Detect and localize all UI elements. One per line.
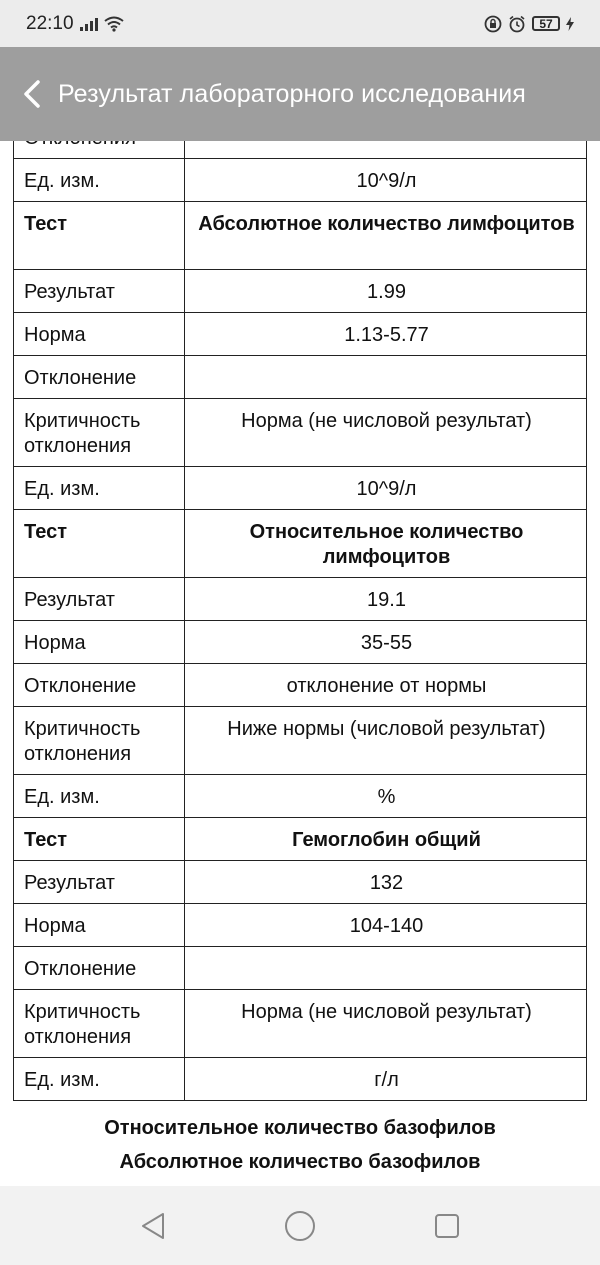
- status-right: [484, 15, 574, 33]
- battery-icon: [532, 16, 560, 31]
- table-row: [14, 270, 587, 313]
- table-row: [14, 861, 587, 904]
- charging-icon: [566, 17, 574, 31]
- table-row: [14, 578, 587, 621]
- table-row: [14, 707, 587, 775]
- row-label: Отклонение: [14, 356, 185, 399]
- test-name-line: Абсолютное количество базофилов: [119, 1151, 481, 1173]
- nav-home-button[interactable]: [280, 1206, 320, 1246]
- row-label: Норма: [14, 621, 185, 664]
- table-row: [14, 621, 587, 664]
- row-label: Тест: [14, 818, 185, 861]
- table-row: [14, 775, 587, 818]
- row-label: Норма: [14, 904, 185, 947]
- row-value: отклонение от нормы: [185, 664, 587, 707]
- status-bar: [0, 0, 600, 47]
- nav-recents-button[interactable]: [427, 1206, 467, 1246]
- test-names-list: [0, 1111, 600, 1179]
- row-value: г/л: [185, 1058, 587, 1101]
- back-triangle-icon: [139, 1211, 167, 1241]
- table-row: [14, 467, 587, 510]
- row-label: Результат: [14, 578, 185, 621]
- row-value: 104-140: [185, 904, 587, 947]
- row-value: 35-55: [185, 621, 587, 664]
- row-value: Норма (не числовой результат): [185, 990, 587, 1058]
- row-label: Ед. изм.: [14, 159, 185, 202]
- row-label: Ед. изм.: [14, 775, 185, 818]
- test-name-line: Относительное количество базофилов: [104, 1117, 496, 1139]
- row-label: Результат: [14, 861, 185, 904]
- row-label: Критичность отклонения: [14, 707, 185, 775]
- table-row-test: [14, 202, 587, 270]
- row-label: Ед. изм.: [14, 467, 185, 510]
- wifi-icon: [104, 16, 124, 32]
- table-row: [14, 399, 587, 467]
- table-row: [14, 904, 587, 947]
- row-label: Отклонение: [14, 947, 185, 990]
- row-label: Тест: [14, 202, 185, 270]
- table-row: [14, 664, 587, 707]
- page-title: Результат лабораторного исследования: [58, 79, 526, 108]
- nav-back-button[interactable]: [133, 1206, 173, 1246]
- table-row: [14, 356, 587, 399]
- results-table: [13, 115, 587, 1101]
- results-content[interactable]: [0, 141, 600, 1186]
- row-value: Гемоглобин общий: [185, 818, 587, 861]
- row-value: %: [185, 775, 587, 818]
- row-label: Критичность отклонения: [14, 990, 185, 1058]
- row-value: 10^9/л: [185, 159, 587, 202]
- app-bar: [0, 47, 600, 141]
- table-row-test: [14, 510, 587, 578]
- recents-square-icon: [434, 1213, 460, 1239]
- home-circle-icon: [284, 1210, 316, 1242]
- table-row: [14, 313, 587, 356]
- row-value: 19.1: [185, 578, 587, 621]
- table-row-test: [14, 818, 587, 861]
- row-label: Результат: [14, 270, 185, 313]
- clock: 22:10: [26, 12, 74, 34]
- table-row: [14, 1058, 587, 1101]
- row-value: 132: [185, 861, 587, 904]
- alarm-icon: [508, 15, 526, 33]
- row-value: Абсолютное количество лимфоцитов: [185, 202, 587, 270]
- navigation-bar: [0, 1186, 600, 1265]
- battery-level: 57: [539, 16, 553, 31]
- lock-rotation-icon: [484, 15, 502, 33]
- row-value: [185, 356, 587, 399]
- row-label: Ед. изм.: [14, 1058, 185, 1101]
- row-label: Отклонение: [14, 664, 185, 707]
- row-label: Норма: [14, 313, 185, 356]
- row-label: Критичность отклонения: [14, 399, 185, 467]
- table-row: [14, 159, 587, 202]
- row-label: Тест: [14, 510, 185, 578]
- row-value: [185, 947, 587, 990]
- table-row: [14, 990, 587, 1058]
- chevron-left-icon[interactable]: [22, 79, 42, 109]
- row-value: 1.99: [185, 270, 587, 313]
- row-value: Относительное количество лимфоцитов: [185, 510, 587, 578]
- row-value: Ниже нормы (числовой результат): [185, 707, 587, 775]
- signal-icon: [80, 17, 98, 31]
- row-value: Норма (не числовой результат): [185, 399, 587, 467]
- table-row: [14, 947, 587, 990]
- row-value: 10^9/л: [185, 467, 587, 510]
- row-value: 1.13-5.77: [185, 313, 587, 356]
- status-left: [26, 13, 124, 35]
